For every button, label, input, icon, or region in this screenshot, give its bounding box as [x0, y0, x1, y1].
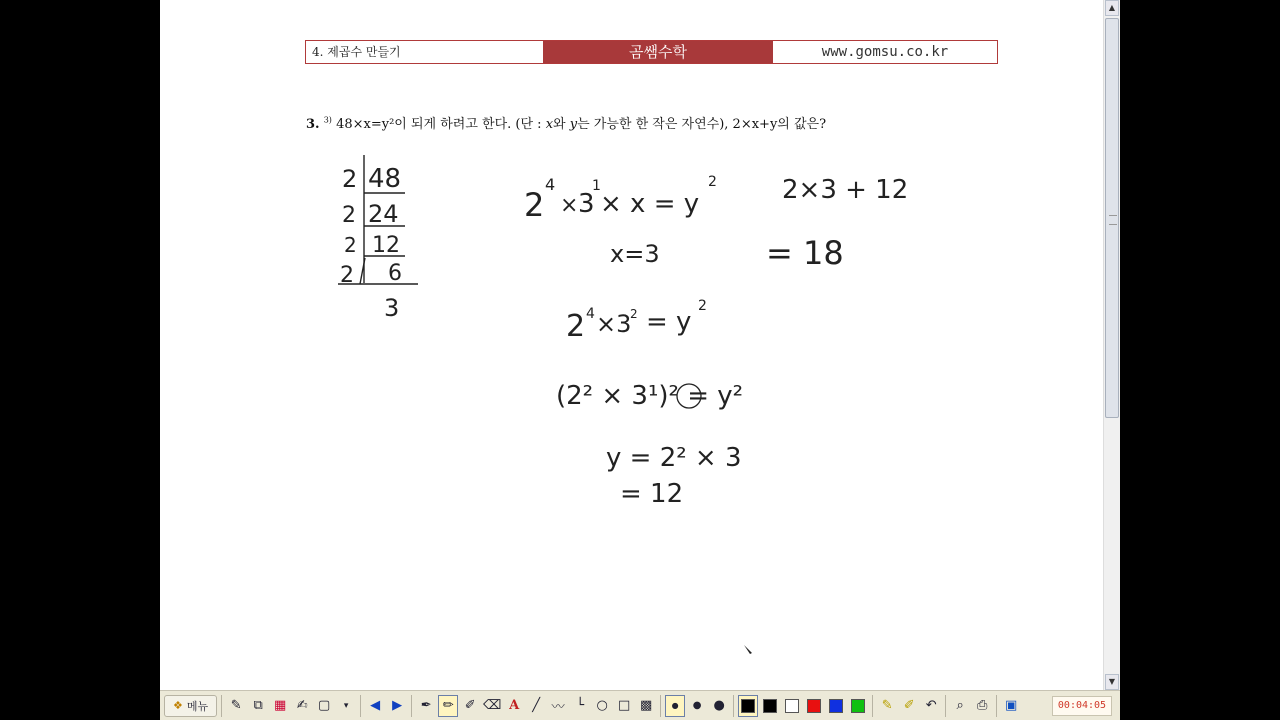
site-url: www.gomsu.co.kr	[821, 44, 949, 60]
window-icon[interactable]: ▣	[1004, 698, 1018, 713]
divisor-1: 2	[342, 165, 358, 193]
zoom-icon[interactable]: ⌕	[956, 698, 964, 713]
eq1-rest-exp: 2	[708, 174, 717, 190]
line-tool-icon[interactable]: ╱	[532, 698, 541, 713]
edit-icon[interactable]: ✎	[230, 698, 242, 713]
div-row-4: 6	[388, 261, 402, 286]
curve-tool-icon[interactable]: 〰	[551, 700, 565, 715]
menu-label: 메뉴	[186, 699, 209, 713]
handwriting-layer	[160, 0, 1100, 690]
scroll-up-icon[interactable]: ▲	[1105, 0, 1119, 16]
divisor-4: 2	[340, 263, 354, 288]
text-tool-icon[interactable]: A	[509, 698, 520, 713]
pencil-icon[interactable]: ✏	[438, 695, 458, 717]
quotient-last: 3	[384, 294, 400, 322]
color-swatch-white[interactable]	[782, 695, 802, 717]
eq4: y = 2² × 3	[606, 443, 742, 473]
div-row-2: 24	[368, 200, 399, 228]
question-part2: 와	[553, 117, 570, 132]
question-part1: 48×x=y²이 되게 하려고 한다. (단 :	[336, 117, 546, 132]
color-swatch-black-selected[interactable]	[738, 695, 758, 717]
clear-pen-icon[interactable]: ✎	[881, 698, 893, 713]
color-swatch-red[interactable]	[804, 695, 824, 717]
color-swatch-blue[interactable]	[826, 695, 846, 717]
pen-icon[interactable]: ✒	[420, 698, 432, 713]
camera-icon[interactable]: ⎙	[976, 698, 988, 713]
question-part3: 는 가능한 한 작은 자연수), 2×x+y의 값은?	[577, 117, 827, 132]
connector-tool-icon[interactable]: └	[576, 698, 585, 713]
back-arrow-icon[interactable]: ◀	[370, 698, 381, 713]
recording-timer: 00:04:05	[1052, 696, 1112, 716]
dropdown-icon[interactable]: ▾	[343, 700, 349, 711]
eq3: (2² × 3¹)² = y²	[556, 381, 744, 411]
vertical-scrollbar[interactable]	[1103, 0, 1120, 690]
clear-all-icon[interactable]: ✐	[903, 698, 915, 713]
eq2-lhs-exp: 4	[586, 306, 595, 322]
eq2-mid-exp: 2	[630, 307, 638, 321]
eq1-base-a: 2	[524, 186, 545, 224]
document-canvas	[160, 0, 1120, 720]
footnote-mark: 3)	[323, 115, 332, 125]
eq1-rest: × x = y	[600, 189, 700, 219]
color-swatch-green[interactable]	[848, 695, 868, 717]
answer-result: = 18	[766, 234, 844, 272]
fill-rect-tool-icon[interactable]: ▩	[639, 698, 653, 713]
eraser-icon[interactable]: ⌫	[482, 698, 502, 713]
large-dot-icon[interactable]: ●	[713, 698, 725, 713]
answer-expression: 2×3 + 12	[782, 175, 909, 205]
eq2-lhs: 2	[566, 309, 586, 344]
eq1-times: ×	[560, 193, 579, 218]
brand-title: 곰쌤수학	[543, 41, 773, 63]
screen-capture-icon[interactable]: ⧉	[253, 698, 263, 713]
cursor-icon	[744, 645, 752, 654]
divisor-2: 2	[342, 203, 356, 228]
new-page-icon[interactable]: ▢	[317, 698, 331, 713]
question-number: 3.	[306, 117, 320, 132]
var-x: x	[545, 117, 554, 132]
medium-dot-icon[interactable]: ●	[692, 700, 702, 711]
eq1-exp-b: 1	[592, 178, 601, 194]
note-icon[interactable]: ✍	[296, 698, 308, 713]
scroll-thumb[interactable]	[1105, 18, 1119, 418]
var-y: y	[569, 117, 578, 132]
drawing-toolbar	[160, 690, 1120, 720]
eq1-exp-a: 4	[545, 175, 556, 194]
rect-tool-icon[interactable]: □	[617, 698, 631, 713]
eq5: = 12	[620, 479, 684, 509]
eq2-mid: ×3	[596, 310, 632, 338]
undo-icon[interactable]: ↶	[925, 698, 937, 713]
color-swatch-black[interactable]	[760, 695, 780, 717]
eq2-rhs-exp: 2	[698, 298, 707, 314]
x-value: x=3	[610, 240, 660, 268]
small-dot-icon[interactable]: ●	[665, 695, 685, 717]
color-swatch	[741, 699, 755, 713]
menu-icon: ❖	[173, 699, 183, 712]
palette-icon[interactable]: ▦	[273, 698, 287, 713]
scroll-down-icon[interactable]: ▼	[1105, 674, 1119, 690]
div-row-1: 48	[368, 164, 402, 194]
eq2-rhs: = y	[646, 307, 692, 337]
circle-tool-icon[interactable]: ○	[596, 698, 608, 713]
marker-icon[interactable]: ✐	[464, 698, 476, 713]
divisor-3: 2	[344, 233, 357, 257]
div-row-3: 12	[372, 233, 400, 258]
eq1-base-b: 3	[578, 189, 595, 219]
chapter-title: 4. 제곱수 만들기	[312, 45, 401, 59]
menu-button[interactable]	[164, 695, 217, 717]
forward-arrow-icon[interactable]: ▶	[392, 698, 403, 713]
